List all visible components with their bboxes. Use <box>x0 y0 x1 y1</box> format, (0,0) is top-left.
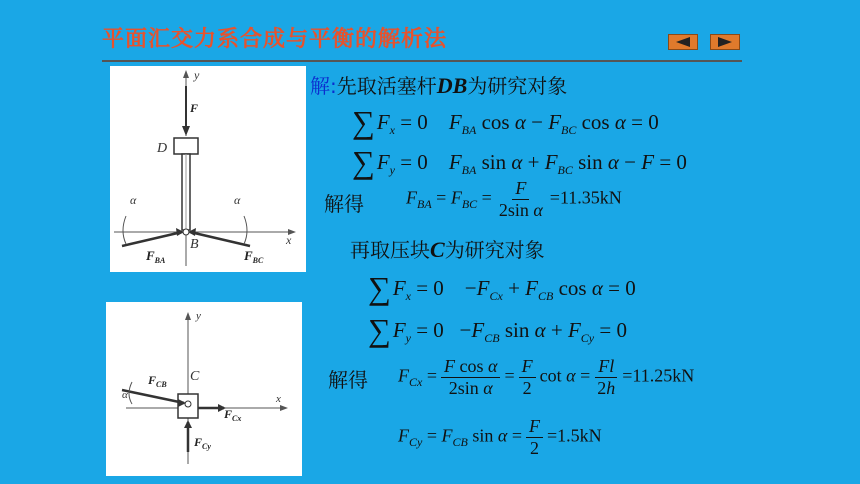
prev-slide-button[interactable] <box>668 34 698 50</box>
alpha-label: α <box>122 389 128 401</box>
point-d-label: D <box>157 141 168 156</box>
result-value-2: =11.25kN <box>622 365 695 386</box>
next-slide-button[interactable] <box>710 34 740 50</box>
left-triangle-icon <box>676 37 690 47</box>
force-fcy-label: $F_{Cy}$ <box>194 435 211 451</box>
equation-sum-fx-rod: $\sum F_x = 0$ $F_{BA}$ $\cos \alpha - F_{BC}$ cos α = 0 <box>352 104 659 140</box>
y-axis-label: y <box>194 68 200 82</box>
section2-text-after: 为研究对象 <box>444 238 545 262</box>
force-f-label: F <box>190 101 199 115</box>
result-value-3: =1.5kN <box>546 425 602 446</box>
equation-sum-fy-rod: $\sum F_y = 0$ $F_{BA}$ $\sin \alpha + F_{BC}$ sin α − F = 0 <box>352 144 687 180</box>
solution-prefix: 解: <box>310 74 337 98</box>
equation-sum-fx-block: $\sum F_x = 0$ $-F_{Cx} + F_{CB}$ cos α = 0 <box>368 270 636 306</box>
title-divider <box>102 60 742 62</box>
solve-label-2: 解得 <box>328 368 368 392</box>
x-axis-label: x <box>286 233 292 247</box>
press-block-figure <box>106 302 302 476</box>
force-fba-label: $F_{BA}$ <box>146 248 166 265</box>
section2-heading <box>350 234 545 263</box>
section1-heading <box>310 70 567 99</box>
section1-object: DB <box>436 73 468 98</box>
section2-object: C <box>430 237 445 262</box>
alpha-right-label: α <box>234 193 241 207</box>
result-value-1: =11.35kN <box>549 187 622 208</box>
y-axis-label: y <box>196 310 201 322</box>
slide-title: 平面汇交力系合成与平衡的解析法 <box>102 27 448 52</box>
x-axis-label: x <box>276 393 281 405</box>
force-fbc-label: $F_{BC}$ <box>244 248 264 265</box>
piston-rod-diagram <box>110 66 306 272</box>
section1-text-after: 为研究对象 <box>467 74 568 98</box>
result-equation-2: $F_{Cx}$ = $\frac{\text{F cos α}}{\text{2sin α}}$ = $\frac{F}{2}$ cot α = $\frac{Fl}{2h}$ =11.25kN <box>398 356 695 398</box>
force-fcb-label: $F_{CB}$ <box>148 373 167 389</box>
right-triangle-icon <box>718 37 732 47</box>
point-b-label: B <box>190 237 199 252</box>
section1-text-before: 先取活塞杆 <box>336 74 437 98</box>
alpha-left-label: α <box>130 193 137 207</box>
solve-label-1: 解得 <box>324 192 364 216</box>
piston-rod-figure <box>110 66 306 272</box>
result-equation-1: $F_{BA} = F_{BC}$ = $\frac{F}{\text{2sin α}}$ =11.35kN <box>406 178 622 220</box>
equation-sum-fy-block: $\sum F_y = 0 -F_{CB}$ $\sin \alpha + F_{Cy} = 0$ <box>368 312 627 348</box>
result-equation-3: $F_{Cy} = F_{CB}$ sin α = $\frac{F}{2}$ =1.5kN <box>398 416 602 458</box>
point-c-label: C <box>190 369 200 384</box>
press-block-diagram <box>106 302 302 476</box>
section2-text-before: 再取压块 <box>350 238 430 262</box>
force-fcx-label: $F_{Cx}$ <box>224 407 242 423</box>
